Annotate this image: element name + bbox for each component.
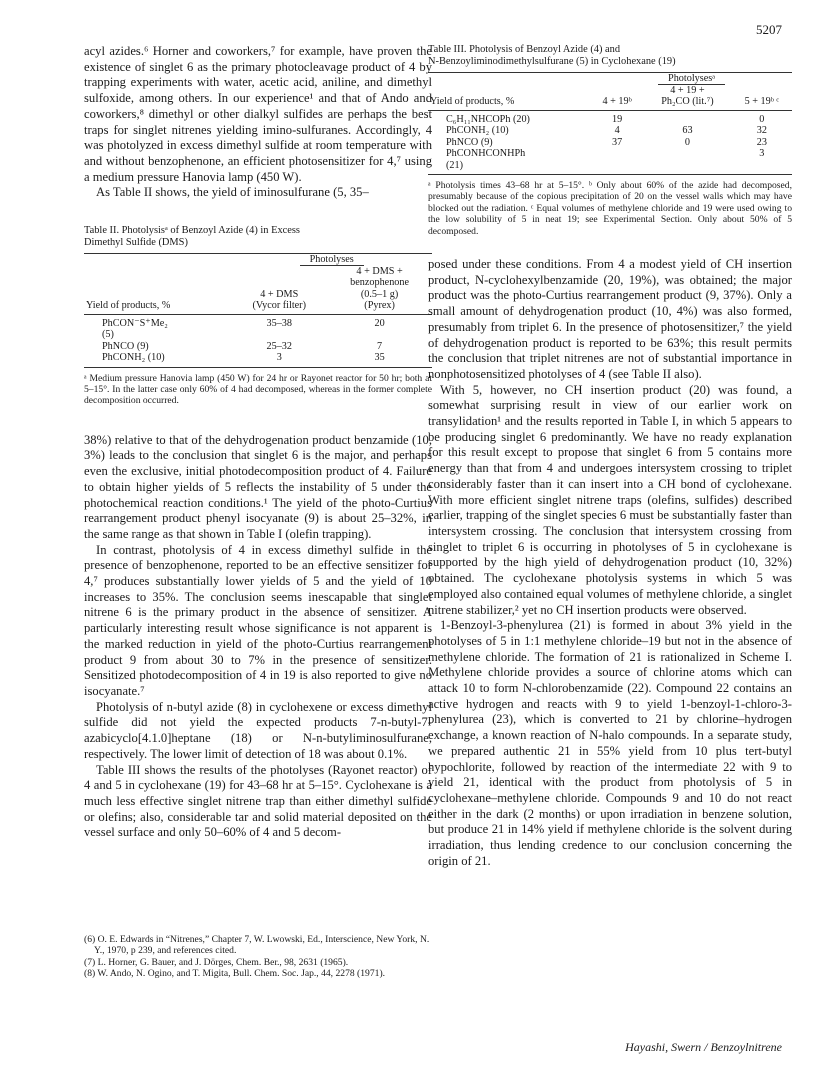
body-paragraph: With 5, however, no CH insertion product (20) was found, a somewhat surprising result in view of our earlier work on transylidation¹ and the results reported in Table I, in which 5 appears to be producing singlet 6 predominantly. We have no ready explanation for this result except to propose that singlet 6 from 5 contains more energy than that from 4 and undergoes intersystem crossing to triplet considerably faster than it can insert into a CH bond of cyclohexane. With more efficient singlet nitrene traps (olefins, sulfides) described earlier, trapping of the singlet species 6 must be substantially faster than intersystem crossing. The conclusion that intersystem crossing from singlet to triplet 6 is occurring in photolyses of 5 in cyclohexane is supported by the high yield of dehydrogenation product (10, 32%) obtained. The cyclohexane photolysis systems in which 5 was employed also contained equal volumes of methylene chloride, a singlet nitrene stabilizer,² yet no CH insertion products were observed. (428, 382, 792, 617)
table-cell: PhNCO (9) (446, 136, 493, 148)
column-header: Yield of products, % (428, 96, 591, 110)
table-row (84, 314, 432, 329)
table-spanner: Photolyses (231, 254, 432, 266)
right-column (428, 44, 792, 869)
column-header: Yield of products, % (84, 300, 231, 314)
table-footnote: ᵃ Photolysis times 43–68 hr at 5–15°. ᵇ Only about 60% of the azide had decomposed, presumably because of the copious precipitation of 20 on the vessel walls which may have blocked out the radiation. ᶜ Equal volumes of methylene chloride and 19 were used owing to the low solubility of 5 in neat 19; see Experimental Section. Only about 50% of 5 decomposed. (428, 180, 792, 237)
table-cell: PhCONHCONHPh (446, 148, 526, 159)
table-caption: Table II. Photolysisᵃ of Benzoyl Azide (4) in Excess Dimethyl Sulfide (DMS) (84, 225, 300, 249)
table-row (428, 148, 792, 160)
table-cell: PhNCO (9) (102, 340, 149, 352)
column-header: Ph₂CO (lit.⁷) (643, 96, 731, 110)
table-cell: 3 (759, 148, 765, 159)
table-cell: (5) (102, 329, 114, 341)
table-cell: 37 (612, 136, 623, 148)
table-row (428, 137, 792, 149)
body-paragraph: As Table II shows, the yield of iminosulfurane (5, 35– (96, 185, 369, 200)
table-cell: PhCONH₂ (10) (446, 125, 509, 136)
table-row (84, 329, 432, 341)
reference-item: (8) W. Ando, N. Ogino, and T. Migita, Bull. Chem. Soc. Jap., 44, 2278 (1971). (84, 968, 386, 980)
table-cell: PhCON⁻S⁺Me₂ (102, 317, 168, 329)
table-cell: C₆H₁₁NHCOPh (20) (446, 113, 530, 125)
table-ii (84, 225, 432, 407)
running-footer: Hayashi, Swern / Benzoylnitrene (625, 1040, 782, 1054)
table-cell: 63 (682, 125, 693, 136)
table-cell: 32 (756, 125, 767, 136)
table-cell (591, 148, 643, 160)
references (84, 934, 432, 980)
table-cell: (21) (428, 160, 591, 175)
table-row (84, 352, 432, 367)
table-caption: Table III. Photolysis of Benzoyl Azide (4) and N-Benzoyliminodimethylsulfurane (5) in Cyclohexane (19) (428, 44, 676, 67)
column-header: (Vycor filter) (231, 300, 327, 314)
page-number: 5207 (756, 22, 782, 37)
table-cell: 4 (614, 125, 620, 136)
table-cell (643, 148, 731, 160)
left-column (84, 44, 432, 841)
table-spanner: Photolysesᵃ (591, 73, 792, 85)
body-paragraph: posed under these conditions. From 4 a modest yield of CH insertion product, N-cyclohexylbenzamide (20, 19%), was obtained; the major product was the photo-Curtius rearrangement product (9, 37%). Only a small amount of dehydrogenation product (10, 4%) was also formed, presumably from triplet 6. In the presence of photosensitizer,⁷ the yield of dehydrogenation product is reported to be 63%; this result permits the conclusion that triplet nitrenes are not of substantial importance in nonphotosensitized photolyses of 4 (see Table II also). (428, 257, 792, 381)
table-cell: 19 (612, 113, 623, 125)
table-ii-grid (84, 253, 432, 368)
table-cell: 25–32 (266, 340, 292, 352)
body-paragraph: Table III shows the results of the photolyses (Rayonet reactor) of 4 and 5 in cyclohexane (19) for 43–68 hr at 5–15°. Cyclohexane is a much less effective singlet nitrene trap than either dimethyl sulfide or olefins; also, considerable tar and solid material deposited on the vessel surface and only 50–60% of 4 and 5 decom- (84, 762, 432, 840)
column-header: 4 + DMS (260, 288, 299, 300)
table-iii-grid (428, 72, 792, 175)
table-cell: 3 (231, 352, 327, 367)
table-cell: 35–38 (266, 317, 292, 329)
table-row (84, 341, 432, 353)
column-header: benzophenone (350, 277, 409, 289)
table-cell: 23 (756, 136, 767, 148)
table-row (428, 160, 792, 175)
column-header: 5 + 19ᵇ ᶜ (732, 96, 792, 110)
reference-item: (6) O. E. Edwards in “Nitrenes,” Chapter 7, W. Lwowski, Ed., Interscience, New York, N. Y., 1970, p 239, and references cited. (84, 934, 430, 957)
body-paragraph: In contrast, photolysis of 4 in excess dimethyl sulfide in the presence of benzophenone, reported to be an effective sensitizer for 4,⁷ produces substantially lower yields of 5 and the yield of 10 increases to 35%. The conclusion seems inescapable that singlet nitrene 6 is the primary product in the absence of sensitizer. A particularly interesting result whose significance is not apparent is the marked reduction in yield of the photo-Curtius rearrangement product 9 from about 30 to 7% in the presence of sensitizer. Sensitized photodecomposition of 4 in 19 is also reported to give no isocyanate.⁷ (84, 542, 432, 698)
body-paragraph: 1-Benzoyl-3-phenylurea (21) is formed in about 3% yield in the photolyses of 5 in 1:1 methylene chloride–19 but not in the absence of methylene chloride. The formation of 21 is rationalized in Scheme I. Methylene chloride provides a source of chlorine atoms which can attack 10 to form N-chlorobenzamide (22). Compound 22 contains an active hydrogen and reacts with 9 to yield 1-benzoyl-1-chloro-3-phenylurea (23), which is converted to 21 by chlorine–hydrogen exchange, a known reaction of N-halo compounds. In a separate study, we prepared authentic 21 in 55% yield from 10 plus tert-butyl hypochlorite, followed by reaction of the intermediate 22 with 9 to yield 21, identical with the product from photolysis of 5 in cyclohexane–methylene chloride. Compounds 9 and 10 do not react either in the dark (2 months) or upon irradiation in benzene solution, but produce 21 in 14% yield if methylene chloride is the solvent during irradiation, thus lending credence to our conclusion concerning the origin of 21. (428, 618, 792, 868)
table-cell: 0 (759, 113, 765, 125)
table-row (428, 125, 792, 137)
column-header: (Pyrex) (327, 300, 432, 314)
column-header: (0.5–1 g) (360, 288, 399, 300)
table-cell: 7 (377, 340, 383, 352)
table-cell: 35 (327, 352, 432, 367)
table-row (428, 110, 792, 125)
reference-item: (7) L. Horner, G. Bauer, and J. Dörges, Chem. Ber., 98, 2631 (1965). (84, 956, 349, 968)
table-cell: 0 (684, 136, 690, 148)
column-header: 4 + DMS + (356, 265, 403, 277)
body-paragraph: Photolysis of n-butyl azide (8) in cyclohexene or excess dimethyl sulfide did not yield the expected products 7-n-butyl-7-azabicyclo[4.1.0]heptane (18) or N-n-butyliminosulfurane, respectively. The lower limit of detection of 18 was about 0.1%. (84, 699, 432, 761)
table-cell (643, 110, 731, 125)
body-paragraph: 38%) relative to that of the dehydrogenation product benzamide (10, 3%) leads to the conclusion that singlet 6 is the major, and perhaps even the exclusive, initial photodecomposition product of 4. Failure to obtain higher yields of 5 reflects the instability of 5 under the photochemical reaction conditions.¹ The yield of the photo-Curtius rearrangement product phenyl isocyanate (9) is about 25–32%, in the same range as that shown in Table I (olefin trapping). (84, 432, 432, 541)
column-header: 4 + 19 + (670, 84, 705, 96)
body-paragraph: acyl azides.⁶ Horner and coworkers,⁷ for example, have proven the existence of singlet 6 as the primary photocleavage product of 4 by trapping experiments with water, acetic acid, aniline, and dimethyl sulfoxide, among others. In our experience¹ and that of Ando and coworkers,⁸ dimethyl or other dialkyl sulfides are perhaps the best traps for singlet nitrenes yielding imino-sulfuranes. Accordingly, 4 was photolyzed in excess dimethyl sulfide at room temperature with and without benzophenone, an efficient photosensitizer for 4,⁷ using a medium pressure Hanovia lamp (450 W). (84, 44, 432, 184)
column-header: 4 + 19ᵇ (591, 96, 643, 110)
table-footnote: ᵃ Medium pressure Hanovia lamp (450 W) for 24 hr or Rayonet reactor for 50 hr; both at 5–15°. In the latter case only 60% of 4 had decomposed, whereas in the former complete decomposition occurred. (84, 372, 432, 407)
table-cell: PhCONH₂ (10) (84, 352, 231, 367)
table-cell: 20 (374, 317, 385, 329)
table-iii (428, 44, 792, 237)
